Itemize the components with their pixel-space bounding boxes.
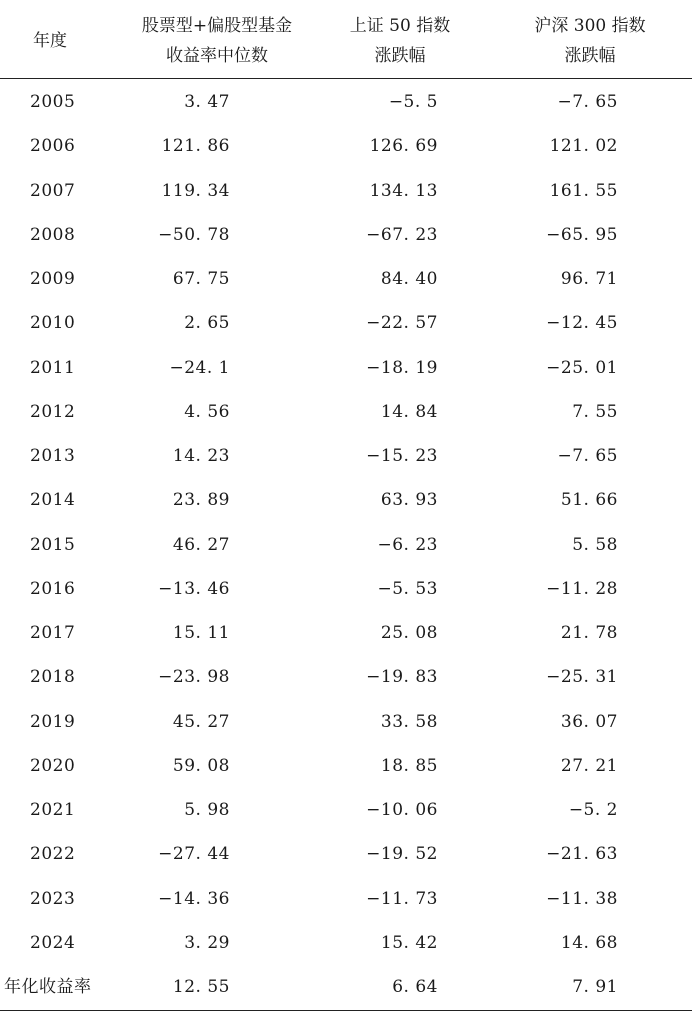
cell-year: 2022 <box>30 844 76 865</box>
cell-hs300-change: 14. 68 <box>560 932 618 953</box>
table-row <box>0 124 692 168</box>
table-row <box>0 478 692 522</box>
table-row <box>0 301 692 345</box>
cell-sz50-change: 63. 93 <box>380 490 438 511</box>
cell-hs300-change: 96. 71 <box>560 269 618 289</box>
cell-sz50-change: −19. 83 <box>366 667 438 688</box>
cell-year: 2020 <box>30 755 76 776</box>
cell-sz50-change: −67. 23 <box>366 224 438 245</box>
table-row <box>0 611 692 655</box>
table-header <box>0 0 692 79</box>
cell-year: 2023 <box>30 888 76 909</box>
cell-fund-median-return: 46. 27 <box>172 534 230 555</box>
cell-sz50-change: 15. 42 <box>380 932 438 953</box>
table-row <box>0 788 692 832</box>
cell-hs300-change: −11. 38 <box>546 888 618 909</box>
table-row <box>0 877 692 921</box>
header-fund-line1: 股票型+偏股型基金 <box>141 16 293 36</box>
cell-fund-median-return: 5. 98 <box>184 800 230 820</box>
header-fund-median-return <box>122 11 312 71</box>
cell-fund-median-return: −27. 44 <box>158 844 230 865</box>
cell-sz50-change: 6. 64 <box>392 977 438 997</box>
table-body <box>0 80 692 1009</box>
cell-year: 2008 <box>30 224 76 245</box>
cell-year: 年化收益率 <box>4 977 92 997</box>
cell-fund-median-return: 3. 47 <box>184 92 230 112</box>
cell-hs300-change: 7. 91 <box>572 977 618 997</box>
cell-hs300-change: −7. 65 <box>557 446 618 466</box>
cell-hs300-change: −21. 63 <box>546 844 618 865</box>
cell-sz50-change: 126. 69 <box>369 136 438 157</box>
cell-year: 2013 <box>30 446 76 466</box>
table-row <box>0 346 692 390</box>
cell-fund-median-return: −24. 1 <box>169 357 230 378</box>
cell-year: 2014 <box>30 490 76 511</box>
cell-hs300-change: −7. 65 <box>557 92 618 112</box>
cell-fund-median-return: 119. 34 <box>161 180 230 201</box>
cell-year: 2006 <box>30 136 76 157</box>
cell-hs300-change: 121. 02 <box>549 136 618 157</box>
table-row <box>0 257 692 301</box>
cell-year: 2010 <box>30 313 76 334</box>
cell-fund-median-return: 3. 29 <box>184 932 230 953</box>
cell-hs300-change: −25. 01 <box>546 357 618 378</box>
cell-fund-median-return: 15. 11 <box>172 623 230 643</box>
cell-year: 2021 <box>30 800 76 820</box>
cell-sz50-change: 84. 40 <box>380 269 438 289</box>
cell-sz50-change: 134. 13 <box>369 180 438 201</box>
cell-fund-median-return: 121. 86 <box>161 136 230 157</box>
cell-fund-median-return: 45. 27 <box>172 711 230 732</box>
cell-fund-median-return: −50. 78 <box>158 224 230 245</box>
header-sz50-change <box>340 11 460 71</box>
cell-year: 2019 <box>30 711 76 732</box>
cell-sz50-change: 14. 84 <box>380 401 438 422</box>
cell-year: 2011 <box>30 357 76 378</box>
cell-hs300-change: 7. 55 <box>572 401 618 422</box>
table-row <box>0 523 692 567</box>
cell-year: 2005 <box>30 92 76 112</box>
cell-hs300-change: 5. 58 <box>572 534 618 555</box>
header-hs300-line2: 涨跌幅 <box>564 46 616 66</box>
table-row <box>0 213 692 257</box>
cell-fund-median-return: 67. 75 <box>172 269 230 289</box>
cell-hs300-change: −25. 31 <box>546 667 618 688</box>
header-hs300-line1: 沪深 300 指数 <box>534 16 646 36</box>
cell-year: 2024 <box>30 932 76 953</box>
header-year <box>30 26 70 56</box>
cell-sz50-change: −11. 73 <box>366 888 438 909</box>
cell-year: 2018 <box>30 667 76 688</box>
header-sz50-line2: 涨跌幅 <box>374 46 426 66</box>
table-row <box>0 434 692 478</box>
cell-fund-median-return: −13. 46 <box>158 578 230 599</box>
cell-sz50-change: −5. 5 <box>388 92 438 112</box>
table-row <box>0 832 692 876</box>
cell-sz50-change: −10. 06 <box>366 800 438 820</box>
table-row <box>0 655 692 699</box>
cell-hs300-change: −12. 45 <box>546 313 618 334</box>
cell-fund-median-return: 59. 08 <box>172 755 230 776</box>
cell-fund-median-return: 14. 23 <box>172 446 230 466</box>
cell-year: 2016 <box>30 578 76 599</box>
cell-fund-median-return: 23. 89 <box>172 490 230 511</box>
header-year-label: 年度 <box>33 31 67 51</box>
cell-hs300-change: −11. 28 <box>546 578 618 599</box>
cell-hs300-change: 36. 07 <box>560 711 618 732</box>
cell-year: 2017 <box>30 623 76 643</box>
table-row <box>0 965 692 1009</box>
cell-sz50-change: 25. 08 <box>380 623 438 643</box>
cell-fund-median-return: 2. 65 <box>184 313 230 334</box>
table-row <box>0 567 692 611</box>
cell-year: 2009 <box>30 269 76 289</box>
cell-hs300-change: 51. 66 <box>560 490 618 511</box>
cell-fund-median-return: −14. 36 <box>158 888 230 909</box>
cell-fund-median-return: 4. 56 <box>184 401 230 422</box>
cell-sz50-change: −19. 52 <box>366 844 438 865</box>
cell-sz50-change: −22. 57 <box>366 313 438 334</box>
cell-fund-median-return: −23. 98 <box>158 667 230 688</box>
table-bottom-rule <box>0 1010 692 1011</box>
header-fund-line2: 收益率中位数 <box>166 46 268 66</box>
table-row <box>0 700 692 744</box>
cell-hs300-change: 27. 21 <box>560 755 618 776</box>
cell-hs300-change: 21. 78 <box>560 623 618 643</box>
cell-fund-median-return: 12. 55 <box>172 977 230 997</box>
table-row <box>0 390 692 434</box>
cell-sz50-change: 33. 58 <box>380 711 438 732</box>
cell-hs300-change: 161. 55 <box>549 180 618 201</box>
cell-year: 2015 <box>30 534 76 555</box>
table-row <box>0 80 692 124</box>
table-row <box>0 921 692 965</box>
cell-hs300-change: −5. 2 <box>568 800 618 820</box>
cell-sz50-change: −6. 23 <box>377 534 438 555</box>
cell-year: 2007 <box>30 180 76 201</box>
cell-sz50-change: −18. 19 <box>366 357 438 378</box>
cell-year: 2012 <box>30 401 76 422</box>
cell-hs300-change: −65. 95 <box>546 224 618 245</box>
table-row <box>0 169 692 213</box>
cell-sz50-change: 18. 85 <box>380 755 438 776</box>
table-row <box>0 744 692 788</box>
header-sz50-line1: 上证 50 指数 <box>349 16 451 36</box>
cell-sz50-change: −5. 53 <box>377 578 438 599</box>
header-hs300-change <box>520 11 660 71</box>
cell-sz50-change: −15. 23 <box>366 446 438 466</box>
